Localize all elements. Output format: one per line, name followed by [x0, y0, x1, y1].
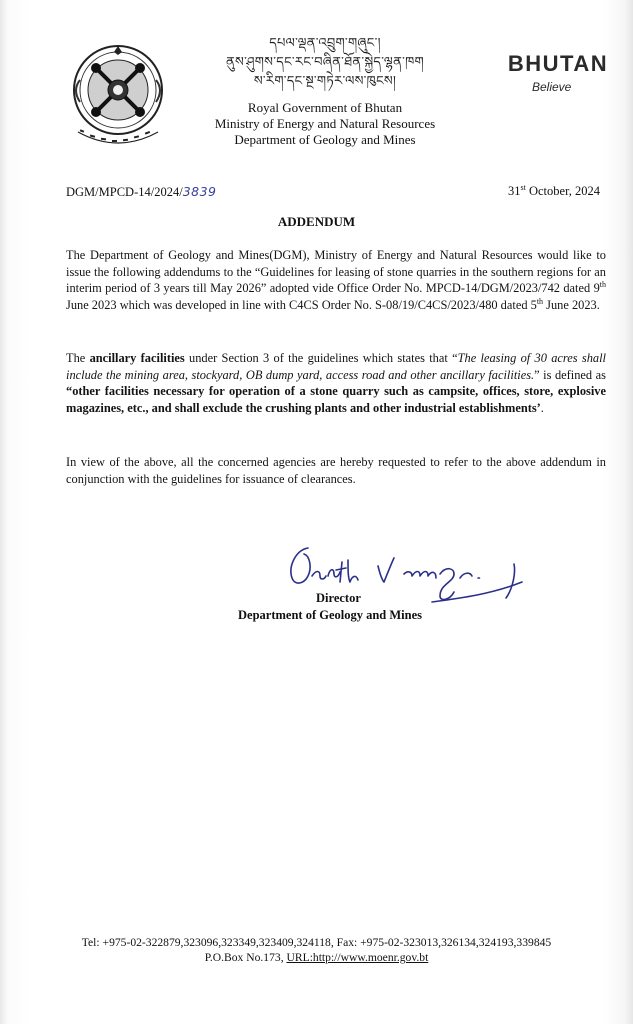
p1-sup-a: th — [599, 280, 606, 290]
bhutan-brand-logo — [488, 52, 628, 94]
paragraph-definition — [66, 350, 606, 416]
footer-url-link[interactable]: URL:http://www.moenr.gov.bt — [286, 951, 429, 964]
letterhead — [180, 34, 470, 148]
p1-text-a: The Department of Geology and Mines(DGM), Ministry of Energy and Natural Resources would like to issue the following addendums to the “Guidelines for leasing of stone quarries in the southern regions for an interim period of 3 years till May 2026” adopted vide Office Order No. MPCD-14/DGM/2023/742 dated 9 — [66, 248, 606, 296]
p2-text-b: under Section 3 of the guidelines which states that “ — [184, 351, 458, 365]
p2-text-c: ” is defined as — [534, 367, 606, 382]
letter-date — [470, 184, 600, 199]
p2-text-a: The — [66, 351, 90, 365]
reference-number — [66, 184, 217, 200]
government-name: Royal Government of Bhutan — [247, 100, 403, 115]
p1-text-b: June 2023 which was developed in line with C4CS Order No. S-08/19/C4CS/2023/480 dated 5 — [66, 297, 537, 312]
royal-emblem-icon — [58, 34, 178, 154]
p2-text-d: . — [540, 400, 544, 415]
ministry-name: Ministry of Energy and Natural Resources — [214, 116, 436, 131]
paragraph-conclusion: In view of the above, all the concerned agencies are hereby requested to refer to the above addendum in conjunction with the guidelines for issuance of clearances. — [66, 455, 606, 486]
footer-pobox: P.O.Box No.173, — [204, 951, 287, 964]
p1-sup-b: th — [536, 296, 544, 306]
date-day: 31 — [508, 184, 521, 198]
date-suffix: st — [520, 182, 526, 192]
department-name: Department of Geology and Mines — [234, 132, 416, 147]
reference-handwritten-number: 3839 — [182, 184, 217, 199]
letter-footer — [0, 935, 633, 965]
signatory-department: Department of Geology and Mines — [238, 608, 423, 622]
reference-prefix: DGM/MPCD-14/2024/ — [66, 185, 183, 199]
brand-name: BHUTAN — [507, 51, 609, 76]
p2-bold-term: ancillary facilities — [89, 351, 185, 365]
signatory-role: Director — [316, 591, 361, 605]
footer-contact: Tel: +975-02-322879,323096,323349,323409,324118, Fax: +975-02-323013,326134,324193,339845 — [81, 936, 552, 949]
dzongkha-line-3: ས་རིག་དང་སྔ་གཏེར་ལས་ཁུངས། — [253, 74, 397, 89]
dzongkha-line-1: དཔལ་ལྡན་འབྲུག་གཞུང་། — [269, 36, 381, 51]
brand-tagline: Believe — [532, 80, 572, 94]
p1-text-c: June 2023. — [543, 297, 600, 312]
dzongkha-line-2: ནུས་ཤུགས་དང་རང་བཞིན་ཐོན་སྐྱེད་ལྷན་ཁག — [226, 55, 424, 70]
p2-bold-definition: “other facilities necessary for operation of a stone quarry such as campsite, offices, store, explosive magazines, etc., and shall exclude the crushing plants and other industrial establishments’ — [66, 384, 606, 415]
paragraph-intro — [66, 247, 606, 313]
date-rest: October, 2024 — [525, 184, 600, 198]
footer-address — [0, 950, 633, 965]
document-title: ADDENDUM — [277, 214, 356, 229]
p2-italic-quote: The leasing of 30 acres shall include the mining area, stockyard, OB dump yard, access road and other ancillary facilities. — [66, 351, 607, 382]
